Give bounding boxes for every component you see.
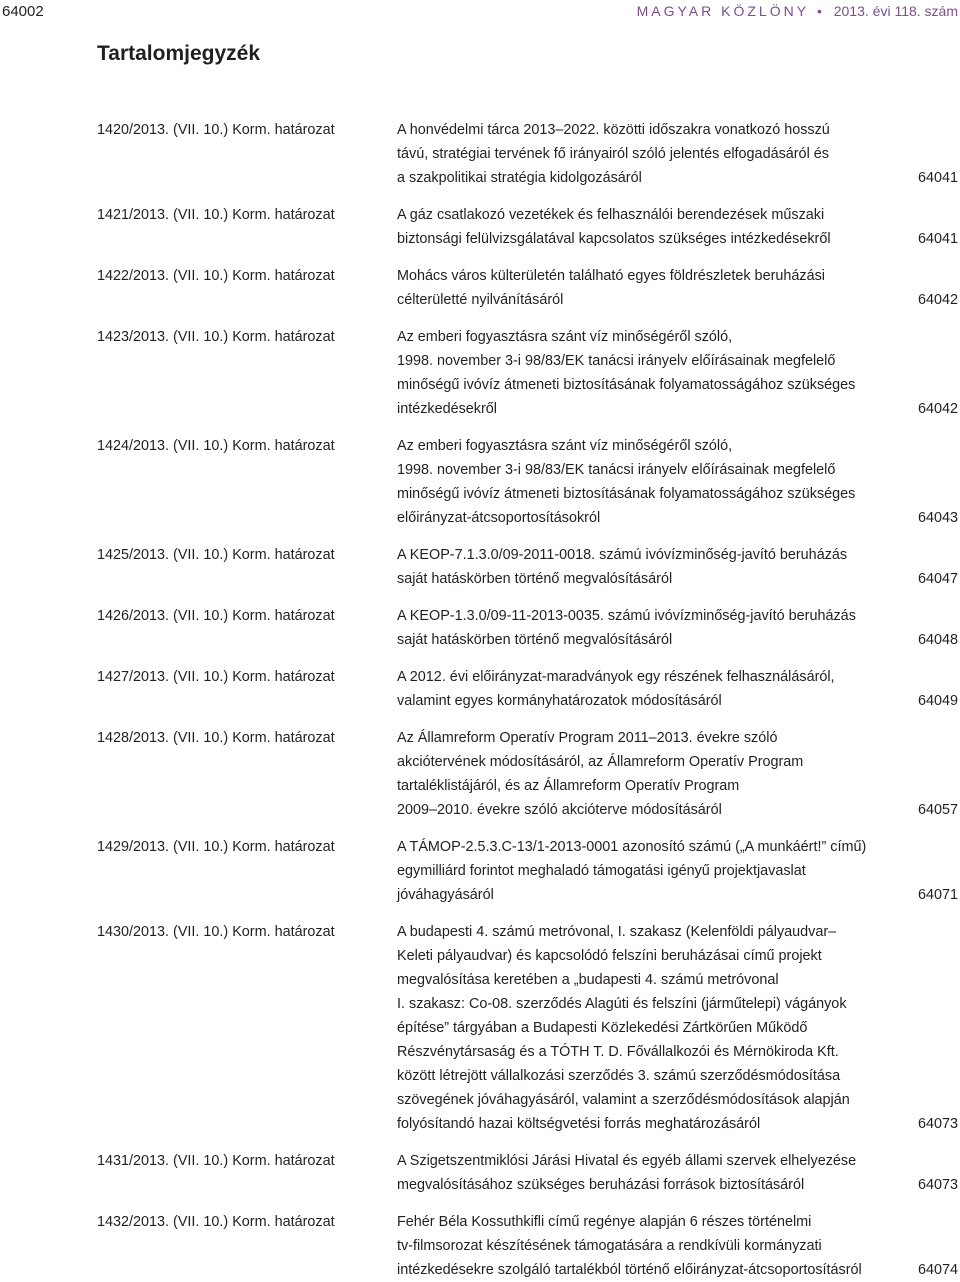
entry-description: Fehér Béla Kossuthkifli című regénye alapján 6 részes történelmi tv-filmsorozat készítésének támogatására a rendkívüli kormányzati intézkedésekre szolgáló tartalékból történő előirányzat-átcsoportosításról — [397, 1214, 862, 1278]
toc-entry — [97, 203, 960, 251]
toc-entry — [97, 604, 960, 652]
page-header — [0, 0, 960, 30]
resolution-number: 1429/2013. (VII. 10.) Korm. határozat — [97, 839, 335, 855]
page-title: Tartalomjegyzék — [97, 42, 261, 65]
page-number: 64002 — [2, 3, 44, 20]
entry-page-number: 64042 — [917, 401, 958, 417]
issue-number: 2013. évi 118. szám — [833, 3, 958, 19]
resolution-number: 1420/2013. (VII. 10.) Korm. határozat — [97, 122, 335, 138]
entry-description: A KEOP-1.3.0/09-11-2013-0035. számú ivóvízminőség-javító beruházás saját hatáskörben történő megvalósításáról — [397, 608, 856, 648]
entry-page-number: 64048 — [917, 632, 958, 648]
resolution-number: 1426/2013. (VII. 10.) Korm. határozat — [97, 608, 335, 624]
entry-page-number: 64057 — [917, 802, 958, 818]
entry-description: A Szigetszentmiklósi Járási Hivatal és egyéb állami szervek elhelyezése megvalósításához szükséges beruházási források biztosításáról — [397, 1153, 857, 1193]
resolution-number: 1425/2013. (VII. 10.) Korm. határozat — [97, 547, 335, 563]
toc-entry — [97, 726, 960, 822]
entry-description: Mohács város külterületén található egyes földrészletek beruházási célterületté nyilvánításáról — [397, 268, 825, 308]
resolution-number: 1427/2013. (VII. 10.) Korm. határozat — [97, 669, 335, 685]
resolution-number: 1430/2013. (VII. 10.) Korm. határozat — [97, 924, 335, 940]
toc-entry — [97, 665, 960, 713]
entry-page-number: 64073 — [917, 1177, 958, 1193]
entry-page-number: 64041 — [917, 231, 958, 247]
toc-entry — [97, 1210, 960, 1282]
entry-page-number: 64073 — [917, 1116, 958, 1132]
entry-page-number: 64041 — [917, 170, 958, 186]
separator-bullet: • — [816, 3, 822, 19]
resolution-number: 1423/2013. (VII. 10.) Korm. határozat — [97, 329, 335, 345]
toc-entry — [97, 543, 960, 591]
toc-entry — [97, 835, 960, 907]
entry-description: A 2012. évi előirányzat-maradványok egy részének felhasználásáról, valamint egyes kormányhatározatok módosításáról — [397, 669, 835, 709]
toc-entry — [97, 264, 960, 312]
toc-entry — [97, 1149, 960, 1197]
entry-description: A budapesti 4. számú metróvonal, I. szakasz (Kelenföldi pályaudvar– Keleti pályaudvar) és kapcsolódó felszíni beruházásai című projekt megvalósítása keretében a „budapesti 4. számú metróvonal I. szakasz: Co-08. szerződés Alagúti és felszíni (járműtelepi) vágányok építése” tárgyában a Budapesti Közlekedési Zártkörűen Működő Részvénytársaság és a TÓTH T. D. Fővállalkozói és Mérnökiroda Kft. között létrejött vállalkozási szerződés 3. számú szerződésmódosítása szövegének jóváhagyásáról, valamint a szerződésmódosítások alapján folyósítandó hazai költségvetési forrás meghatározásáról — [397, 924, 850, 1132]
resolution-number: 1428/2013. (VII. 10.) Korm. határozat — [97, 730, 335, 746]
entry-description: Az emberi fogyasztásra szánt víz minőségéről szóló, 1998. november 3-i 98/83/EK tanácsi irányelv előírásainak megfelelő minőségű ivóvíz átmeneti biztosításának folyamatosságához szükséges előirányzat-átcsoportosításokról — [397, 438, 856, 526]
entry-page-number: 64071 — [917, 887, 958, 903]
entry-page-number: 64042 — [917, 292, 958, 308]
resolution-number: 1421/2013. (VII. 10.) Korm. határozat — [97, 207, 335, 223]
toc-entry — [97, 920, 960, 1136]
table-of-contents — [97, 118, 960, 1282]
toc-entry — [97, 118, 960, 190]
resolution-number: 1424/2013. (VII. 10.) Korm. határozat — [97, 438, 335, 454]
journal-masthead — [637, 3, 958, 19]
toc-entry — [97, 434, 960, 530]
entry-page-number: 64049 — [917, 693, 958, 709]
entry-page-number: 64047 — [917, 571, 958, 587]
entry-description: A KEOP-7.1.3.0/09-2011-0018. számú ivóvízminőség-javító beruházás saját hatáskörben történő megvalósításáról — [397, 547, 848, 587]
journal-name: MAGYAR KÖZLÖNY — [636, 3, 810, 19]
entry-description: A honvédelmi tárca 2013–2022. közötti időszakra vonatkozó hosszú távú, stratégiai tervének fő irányairól szóló jelentés elfogadásáról és a szakpolitikai stratégia kidolgozásáról — [397, 122, 830, 186]
entry-description: Az Államreform Operatív Program 2011–2013. évekre szóló akciótervének módosításáról, az Államreform Operatív Program tartaléklistájáról, és az Államreform Operatív Program 2009–2010. évekre szóló akcióterve módosításáról — [397, 730, 804, 818]
entry-description: Az emberi fogyasztásra szánt víz minőségéről szóló, 1998. november 3-i 98/83/EK tanácsi irányelv előírásainak megfelelő minőségű ivóvíz átmeneti biztosításának folyamatosságához szükséges intézkedésekről — [397, 329, 856, 417]
entry-description: A gáz csatlakozó vezetékek és felhasználói berendezések műszaki biztonsági felülvizsgálatával kapcsolatos szükséges intézkedésekről — [397, 207, 831, 247]
resolution-number: 1422/2013. (VII. 10.) Korm. határozat — [97, 268, 335, 284]
toc-entry — [97, 325, 960, 421]
entry-page-number: 64074 — [917, 1262, 958, 1278]
entry-description: A TÁMOP-2.5.3.C-13/1-2013-0001 azonosító számú („A munkáért!” című) egymilliárd forintot meghaladó támogatási igényű projektjavaslat jóváhagyásáról — [397, 839, 867, 903]
resolution-number: 1432/2013. (VII. 10.) Korm. határozat — [97, 1214, 335, 1230]
entry-page-number: 64043 — [917, 510, 958, 526]
resolution-number: 1431/2013. (VII. 10.) Korm. határozat — [97, 1153, 335, 1169]
